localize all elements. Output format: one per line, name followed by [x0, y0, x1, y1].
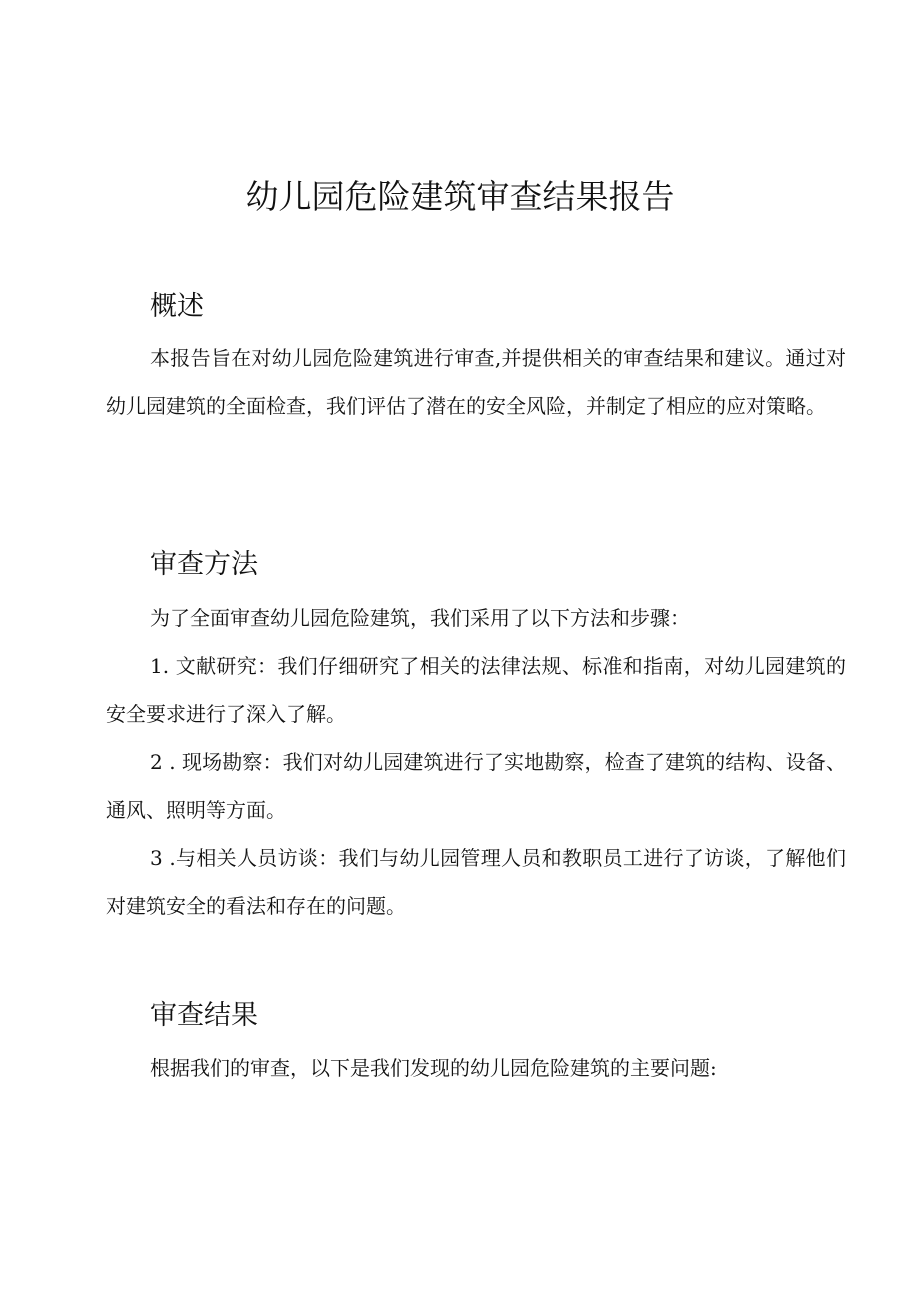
method-step-2: 2 . 现场勘察：我们对幼儿园建筑进行了实地勘察，检查了建筑的结构、设备、通风、照明等方面。 — [106, 750, 846, 822]
method-step-1: 1. 文献研究：我们仔细研究了相关的法律法规、标准和指南，对幼儿园建筑的安全要求进行了深入了解。 — [106, 654, 846, 726]
section-heading-results: 审查结果 — [150, 1000, 258, 1031]
overview-paragraph: 本报告旨在对幼儿园危险建筑进行审查,并提供相关的审查结果和建议。通过对幼儿园建筑的全面检查，我们评估了潜在的安全风险，并制定了相应的应对策略。 — [106, 346, 846, 418]
section-heading-overview: 概述 — [150, 291, 204, 322]
method-intro-paragraph: 为了全面审查幼儿园危险建筑，我们采用了以下方法和步骤： — [150, 606, 690, 630]
document-title: 幼儿园危险建筑审查结果报告 — [245, 177, 675, 216]
results-intro-paragraph: 根据我们的审查，以下是我们发现的幼儿园危险建筑的主要问题: — [150, 1056, 717, 1080]
method-step-3: 3 .与相关人员访谈：我们与幼儿园管理人员和教职员工进行了访谈，了解他们对建筑安全的看法和存在的问题。 — [106, 846, 846, 918]
section-heading-method: 审查方法 — [150, 549, 258, 580]
